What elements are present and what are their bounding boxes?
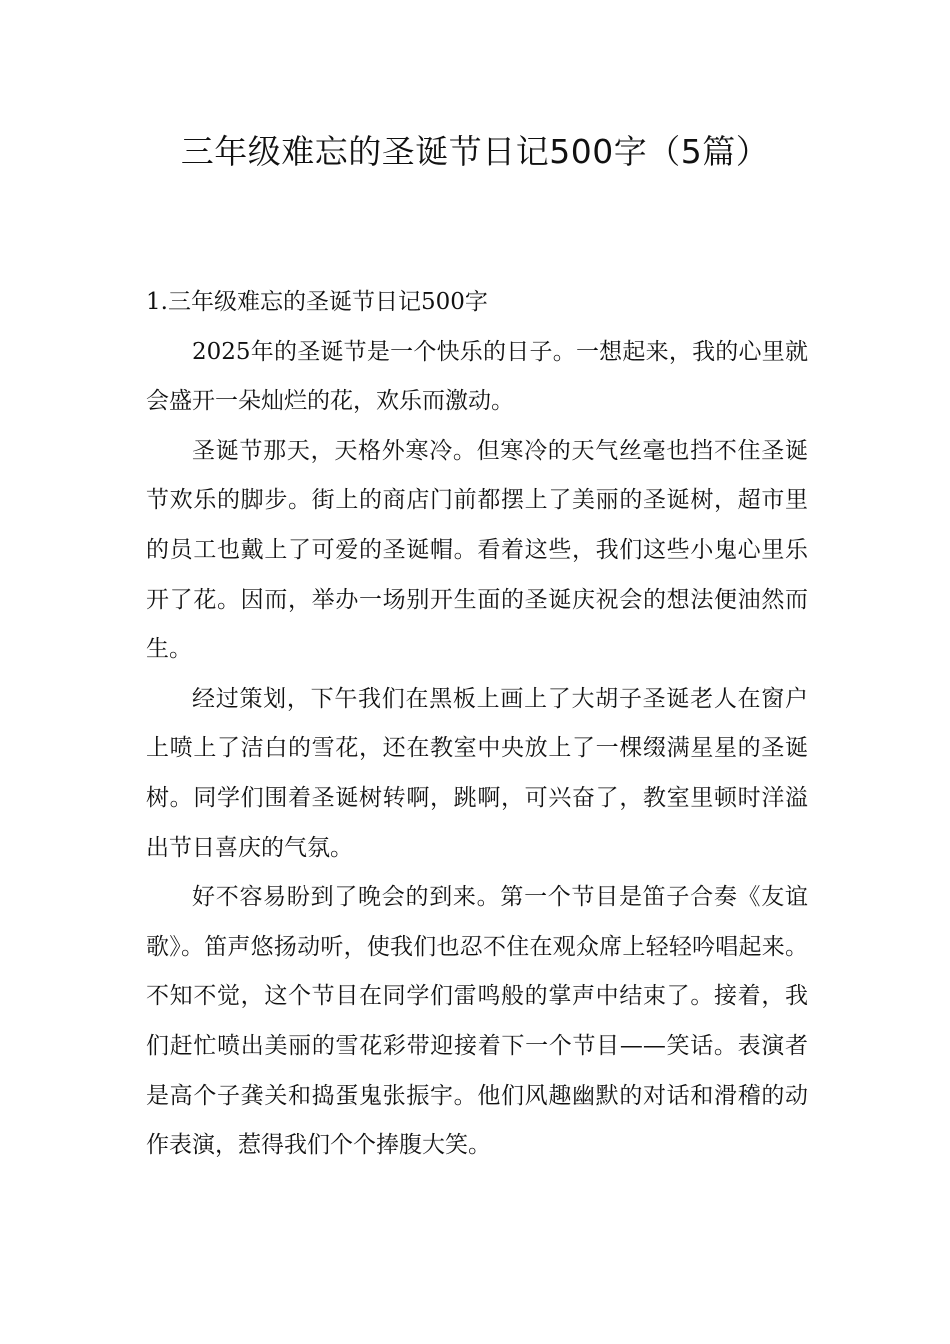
paragraph-3: 经过策划，下午我们在黑板上画上了大胡子圣诞老人在窗户上喷上了洁白的雪花，还在教室中央放上了一棵缀满星星的圣诞树。同学们围着圣诞树转啊，跳啊，可兴奋了，教室里顿时洋溢出节日喜庆的气氛。 (146, 685, 808, 861)
paragraph-1: 2025年的圣诞节是一个快乐的日子。一想起来，我的心里就会盛开一朵灿烂的花，欢乐而激动。 (146, 338, 808, 415)
section-heading: 1.三年级难忘的圣诞节日记500字 (146, 289, 488, 315)
paragraph-2: 圣诞节那天，天格外寒冷。但寒冷的天气丝毫也挡不住圣诞节欢乐的脚步。街上的商店门前都摆上了美丽的圣诞树，超市里的员工也戴上了可爱的圣诞帽。看着这些，我们这些小鬼心里乐开了花。因而，举办一场别开生面的圣诞庆祝会的想法便油然而生。 (146, 437, 808, 663)
document-body (146, 278, 808, 1171)
document-title: 三年级难忘的圣诞节日记500字（5篇） (180, 132, 770, 171)
paragraph-4: 好不容易盼到了晚会的到来。第一个节目是笛子合奏《友谊歌》。笛声悠扬动听，使我们也忍不住在观众席上轻轻吟唱起来。不知不觉，这个节目在同学们雷鸣般的掌声中结束了。接着，我们赶忙喷出美丽的雪花彩带迎接着下一个节目——笑话。表演者是高个子龚关和捣蛋鬼张振宇。他们风趣幽默的对话和滑稽的动作表演，惹得我们个个捧腹大笑。 (146, 884, 808, 1159)
